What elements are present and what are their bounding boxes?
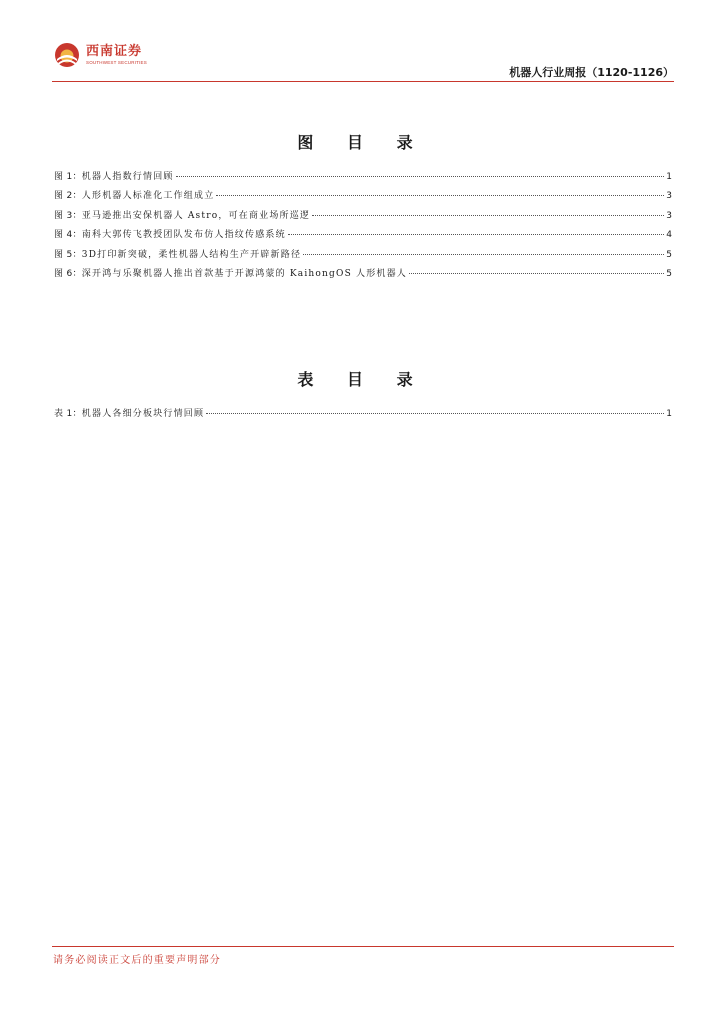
logo-name-cn: 西南证券 [86,43,143,59]
toc-entry-text: 深开鸿与乐聚机器人推出首款基于开源鸿蒙的 KaihongOS 人形机器人 [81,268,408,279]
toc-dot-leader [216,195,664,196]
footer-disclaimer: 请务必阅读正文后的重要声明部分 [53,955,221,966]
toc-entry-text: 机器人各细分板块行情回顾 [81,409,205,419]
toc-dot-leader [303,254,664,255]
table-toc-title: 表 目 录 [297,370,427,389]
footer-divider [52,946,674,947]
toc-entry-label: 表 1： [54,409,82,419]
logo-name-en: SOUTHWEST SECURITIES [86,59,147,65]
toc-entry-figure-4[interactable] [54,227,672,246]
toc-entry-page: 3 [666,191,672,202]
toc-entry-label: 图 6： [54,268,82,279]
toc-entry-page: 1 [666,409,672,419]
toc-entry-label: 图 1： [54,172,82,182]
toc-dot-leader [288,234,664,235]
toc-entry-figure-3[interactable] [54,208,672,227]
report-title: 机器人行业周报（1120-1126） [509,66,674,79]
toc-entry-table-1[interactable] [54,406,672,425]
toc-entry-text: 人形机器人标准化工作组成立 [81,191,215,202]
table-toc-list [54,406,672,425]
toc-dot-leader [206,413,664,414]
southwest-securities-logo-icon [54,42,80,68]
toc-entry-label: 图 3： [54,210,82,221]
toc-entry-figure-2[interactable] [54,188,672,207]
toc-entry-figure-5[interactable] [54,247,672,266]
toc-entry-figure-1[interactable] [54,169,672,188]
toc-entry-text: 南科大郭传飞教授团队发布仿人指纹传感系统 [81,230,286,241]
toc-entry-page: 5 [666,268,672,279]
figure-toc-list [54,169,672,285]
toc-entry-text: 机器人指数行情回顾 [81,172,174,182]
page-header [52,40,674,82]
toc-entry-page: 5 [666,249,672,260]
toc-entry-page: 3 [666,210,672,221]
toc-entry-label: 图 2： [54,191,82,202]
toc-entry-text: 亚马逊推出安保机器人 Astro，可在商业场所巡逻 [81,210,311,221]
toc-dot-leader [176,176,665,177]
toc-entry-figure-6[interactable] [54,266,672,285]
toc-dot-leader [312,215,664,216]
header-divider [52,81,674,82]
figure-toc-title: 图 目 录 [297,133,427,152]
toc-entry-label: 图 5： [54,249,82,260]
toc-entry-page: 4 [666,230,672,241]
toc-dot-leader [409,273,664,274]
toc-entry-text: 3D打印新突破，柔性机器人结构生产开辟新路径 [81,249,302,260]
toc-entry-label: 图 4： [54,230,82,241]
company-logo [54,42,147,68]
toc-entry-page: 1 [666,172,672,182]
